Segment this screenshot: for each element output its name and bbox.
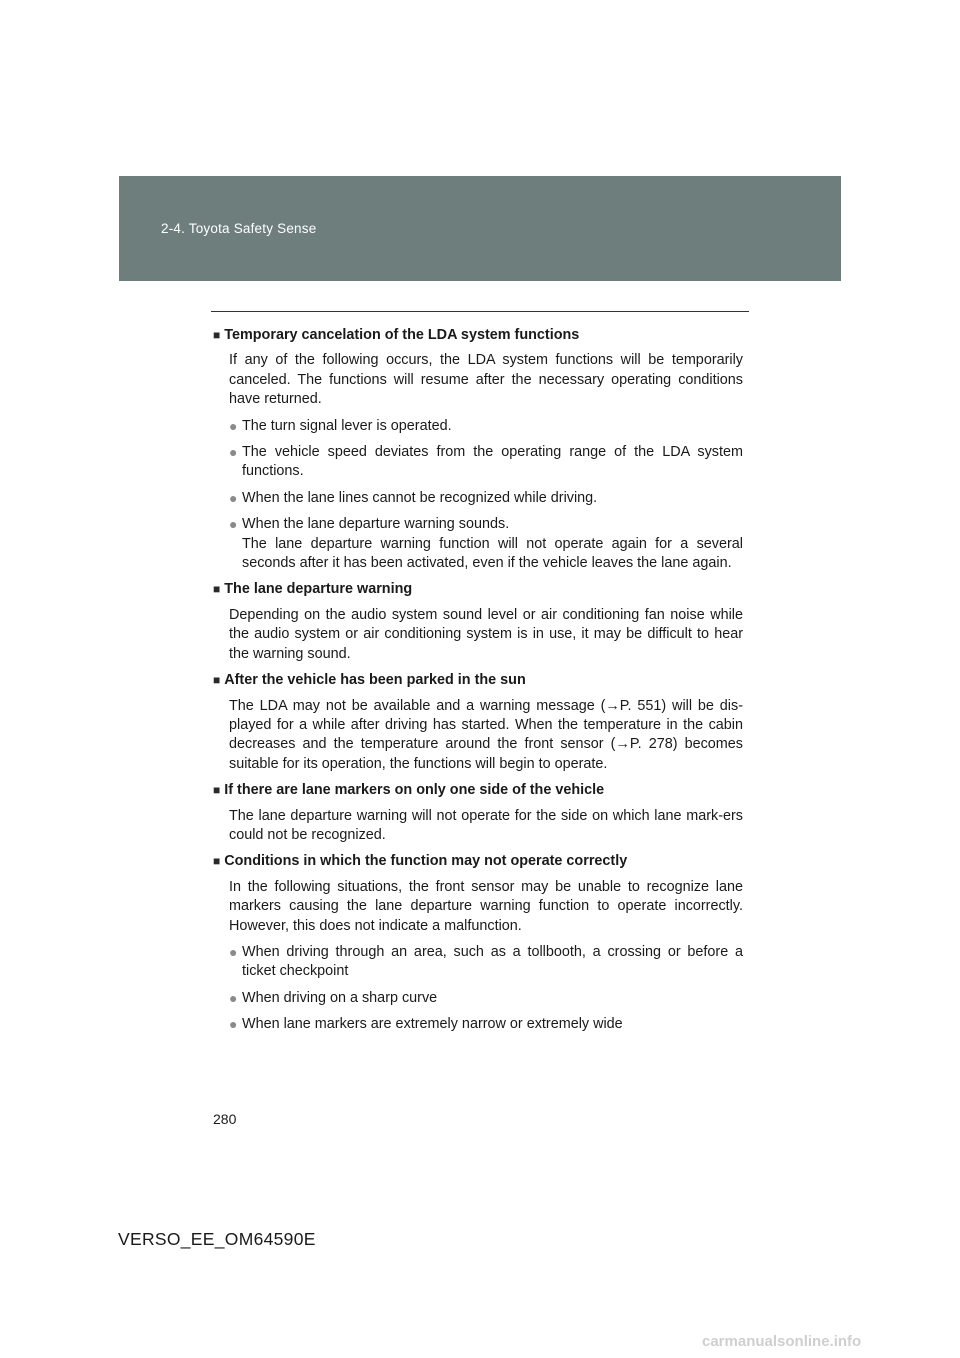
list-item [229, 989, 743, 1008]
square-bullet-icon: ■ [213, 783, 221, 798]
list-item [229, 515, 743, 573]
section-body: Depending on the audio system sound level or air conditioning fan noise while the audio system or air conditioning system is in use, it may be difficult to hear the warning sound. [229, 606, 743, 662]
page-content [213, 326, 743, 1042]
list-item [229, 489, 743, 508]
list-item-line: The lane departure warning function will not operate again for a several seconds after it has been activated, even if the vehicle leaves the lane again. [242, 535, 743, 572]
section-body: The LDA may not be available and a warning message (→P. 551) will be dis-played for a while after driving has started. When the temperature in the cabin decreases and the temperature around the front sensor (→P. 278) becomes suitable for its operation, the functions will begin to operate. [229, 697, 743, 772]
section-heading [213, 580, 743, 599]
list-item-text: The vehicle speed deviates from the operating range of the LDA system functions. [242, 444, 743, 480]
list-item [229, 943, 743, 982]
section-title: After the vehicle has been parked in the sun [224, 672, 526, 689]
watermark: carmanualsonline.info [702, 1333, 862, 1350]
square-bullet-icon: ■ [213, 582, 221, 597]
circle-bullet-icon: ● [229, 1016, 238, 1033]
section-title: The lane departure warning [224, 581, 413, 598]
section-heading [213, 671, 743, 690]
top-rule [211, 311, 749, 312]
list-item-text: The turn signal lever is operated. [242, 417, 452, 434]
section-label: 2-4. Toyota Safety Sense [161, 221, 317, 236]
list-item [229, 1015, 743, 1034]
section-title: If there are lane markers on only one side of the vehicle [224, 782, 605, 799]
list-item [229, 417, 743, 436]
list-item-line: When the lane departure warning sounds. [242, 516, 510, 533]
section-heading [213, 781, 743, 800]
section-title: Temporary cancelation of the LDA system functions [224, 327, 580, 343]
page-number: 280 [213, 1111, 237, 1127]
square-bullet-icon: ■ [213, 673, 221, 688]
circle-bullet-icon: ● [229, 444, 238, 461]
section-body: In the following situations, the front sensor may be unable to recognize lane markers causing the lane departure warning function to operate incorrectly. However, this does not indicate a malfunction. [229, 878, 743, 934]
circle-bullet-icon: ● [229, 489, 238, 506]
section-title: Conditions in which the function may not operate correctly [224, 853, 628, 870]
list-item-text [242, 515, 743, 573]
section-heading [213, 852, 743, 871]
circle-bullet-icon: ● [229, 516, 238, 533]
circle-bullet-icon: ● [229, 417, 238, 434]
circle-bullet-icon: ● [229, 989, 238, 1006]
footer-code: VERSO_EE_OM64590E [118, 1229, 316, 1249]
list-item-text: When lane markers are extremely narrow or extremely wide [242, 1016, 623, 1033]
square-bullet-icon: ■ [213, 328, 221, 342]
circle-bullet-icon: ● [229, 943, 238, 960]
list-item-text: When the lane lines cannot be recognized while driving. [242, 489, 598, 506]
section-body: The lane departure warning will not operate for the side on which lane mark-ers could not be recognized. [229, 807, 743, 843]
square-bullet-icon: ■ [213, 854, 221, 869]
list-item-text: When driving on a sharp curve [242, 989, 438, 1006]
section-body: If any of the following occurs, the LDA system functions will be temporarily canceled. The functions will resume after the necessary operating conditions have returned. [229, 352, 743, 408]
list-item [229, 443, 743, 482]
list-item-text: When driving through an area, such as a tollbooth, a crossing or before a ticket checkpoint [242, 943, 743, 980]
section-heading [213, 326, 743, 345]
